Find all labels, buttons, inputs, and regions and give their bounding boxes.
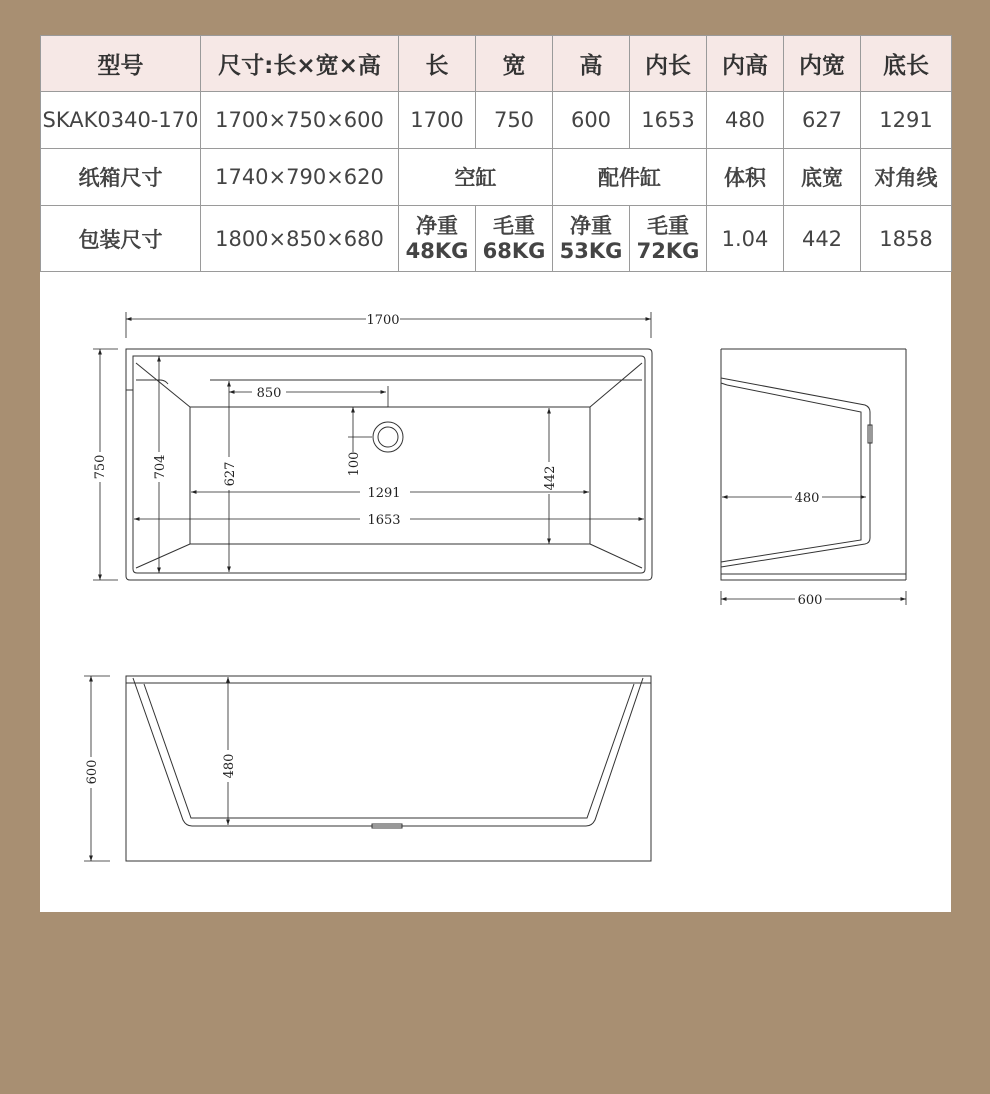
front-view-dimensions [84, 676, 228, 861]
carton-size-value: 1740×790×620 [201, 149, 399, 206]
inner-length-value: 1653 [630, 92, 707, 149]
top-view-dimensions [93, 312, 651, 580]
volume-label: 体积 [707, 149, 784, 206]
inner-height-value: 480 [707, 92, 784, 149]
dim-label-drain-offset: 850 [256, 386, 282, 401]
bottom-width-value: 442 [784, 206, 861, 272]
side-view-dimensions [721, 497, 906, 605]
dim-label-length: 1700 [366, 313, 400, 328]
header-length: 长 [399, 36, 476, 92]
width-value: 750 [476, 92, 553, 149]
diagonal-label: 对角线 [861, 149, 952, 206]
empty-tub-label: 空缸 [399, 149, 553, 206]
header-inner-height: 内高 [707, 36, 784, 92]
dim-label-inner-height: 480 [222, 753, 237, 779]
dim-label-drain-edge: 100 [347, 451, 362, 477]
gross-weight-label: 毛重 [493, 213, 535, 238]
bottom-length-value: 1291 [861, 92, 952, 149]
gross-weight-value: 72KG [636, 238, 700, 263]
net-weight-value: 48KG [405, 238, 469, 263]
header-model: 型号 [41, 36, 201, 92]
model-number: SKAK0340-170 [41, 92, 201, 149]
dim-label-627: 627 [223, 461, 238, 487]
diagonal-value: 1858 [861, 206, 952, 272]
net-weight-label: 净重 [416, 213, 458, 238]
top-view-labels [93, 313, 558, 528]
dim-label-depth: 600 [797, 593, 823, 608]
bottom-width-label: 底宽 [784, 149, 861, 206]
package-size-label: 包装尺寸 [41, 206, 201, 272]
accessory-tub-label: 配件缸 [553, 149, 707, 206]
dim-label-bottom-width: 442 [543, 465, 558, 491]
inner-width-value: 627 [784, 92, 861, 149]
dim-label-height: 600 [85, 759, 100, 785]
dim-label-inner-width: 704 [153, 454, 168, 480]
gross-weight-label: 毛重 [647, 213, 689, 238]
size-value: 1700×750×600 [201, 92, 399, 149]
spec-sheet [40, 35, 951, 912]
dim-label-inner-length: 1653 [367, 513, 401, 528]
header-width: 宽 [476, 36, 553, 92]
bathtub-technical-drawing [40, 35, 951, 912]
net-weight-label: 净重 [570, 213, 612, 238]
header-inner-length: 内长 [630, 36, 707, 92]
front-view [126, 676, 651, 861]
net-weight-value: 53KG [559, 238, 623, 263]
volume-value: 1.04 [707, 206, 784, 272]
carton-size-label: 纸箱尺寸 [41, 149, 201, 206]
package-size-value: 1800×850×680 [201, 206, 399, 272]
length-value: 1700 [399, 92, 476, 149]
header-bottom-length: 底长 [861, 36, 952, 92]
header-inner-width: 内宽 [784, 36, 861, 92]
side-view [721, 349, 906, 580]
dim-label-width: 750 [93, 454, 108, 480]
gross-weight-value: 68KG [482, 238, 546, 263]
dim-label-inner-depth: 480 [794, 491, 820, 506]
dim-label-bottom-length: 1291 [367, 486, 401, 501]
header-height: 高 [553, 36, 630, 92]
header-size: 尺寸:长×宽×高 [201, 36, 399, 92]
height-value: 600 [553, 92, 630, 149]
top-view [126, 349, 652, 580]
